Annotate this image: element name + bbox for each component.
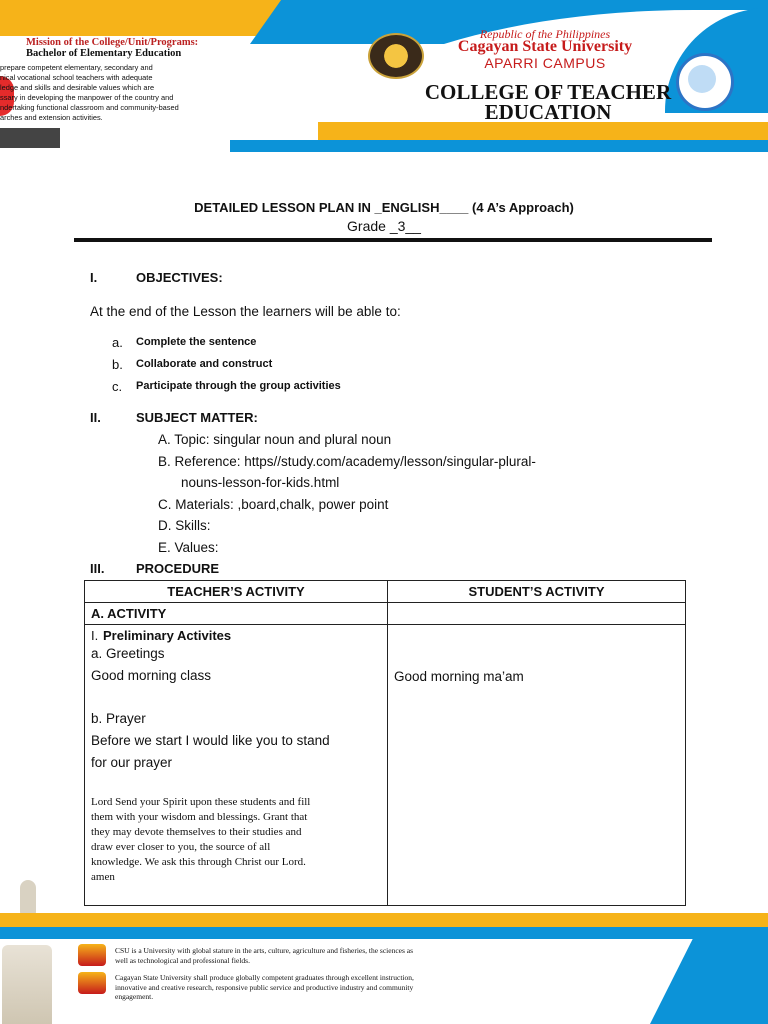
student-activity-cell: [388, 625, 686, 906]
footer-vision-line: well as technological and professional fields.: [115, 955, 250, 965]
footer-yellow-band: [0, 913, 768, 927]
subject-matter-heading: SUBJECT MATTER:: [136, 410, 258, 425]
college-title-line2: EDUCATION: [484, 100, 612, 124]
subject-matter-number: II.: [90, 410, 101, 425]
mission-text: [0, 63, 224, 123]
teacher-activity-cell: [85, 625, 388, 906]
prayer-text: [91, 795, 310, 885]
university-name: Cagayan State University: [457, 38, 633, 55]
objective-letter: c.: [112, 379, 123, 394]
subject-skills: D. Skills:: [158, 518, 211, 533]
prayer-line: them with your wisdom and blessings. Grant that: [91, 811, 308, 823]
greet-student: Good morning ma’am: [394, 669, 524, 684]
footer-mission-line: engagement.: [115, 992, 154, 1001]
prayer-instruction-1: Before we start I would like you to stand: [91, 733, 330, 748]
footer-mission: [115, 973, 515, 1002]
program-name: Bachelor of Elementary Education: [26, 48, 182, 59]
header-dark-block: [0, 128, 60, 148]
subject-reference: B. Reference: https//study.com/academy/lesson/singular-plural-: [158, 454, 536, 469]
campus-seal-icon: [368, 33, 424, 79]
mission-line: ssary in developing the manpower of the country and: [0, 93, 174, 102]
footer-blue-corner: [650, 930, 768, 1024]
mission-line: ndertaking functional classroom and community-based: [0, 103, 179, 112]
objectives-number: I.: [90, 270, 98, 285]
prayer-line: knowledge. We ask this through Christ our Lord.: [91, 856, 306, 868]
student-column-header: STUDENT’S ACTIVITY: [388, 581, 686, 603]
activity-label: A. ACTIVITY: [85, 603, 388, 625]
title-divider: [74, 238, 712, 242]
objectives-heading: OBJECTIVES:: [136, 270, 223, 285]
prayer-label: b. Prayer: [91, 711, 146, 726]
activity-student-cell: [388, 603, 686, 625]
subject-materials: C. Materials: ,board,chalk, power point: [158, 497, 389, 512]
footer-vision-line: CSU is a University with global stature in the arts, culture, agriculture and fisheries, the sciences as: [115, 946, 414, 955]
prayer-line: amen: [91, 871, 115, 883]
subject-values: E. Values:: [158, 540, 219, 555]
mission-line: arches and extension activities.: [0, 113, 103, 122]
mission-logo-icon: [78, 972, 106, 994]
mission-line: prepare competent elementary, secondary and: [0, 63, 153, 72]
statue-icon: [20, 880, 36, 914]
procedure-heading: PROCEDURE: [136, 561, 220, 576]
prelim-title: Preliminary Activites: [103, 628, 232, 643]
subject-reference-cont: nouns-lesson-for-kids.html: [181, 475, 340, 490]
greet-teacher: Good morning class: [91, 668, 212, 683]
mission-line: ledge and skills and desirable values which are: [0, 83, 155, 92]
objective-letter: a.: [112, 335, 123, 350]
header-yellow-band: [318, 122, 768, 140]
pillar-icon: [2, 945, 52, 1024]
footer-vision: [115, 946, 510, 965]
objective-item: Collaborate and construct: [136, 358, 273, 370]
grade-label: Grade _3__: [347, 218, 421, 234]
header-blue-band: [230, 140, 768, 152]
objective-item: Participate through the group activities: [136, 380, 341, 392]
subject-topic: A. Topic: singular noun and plural noun: [158, 432, 392, 447]
republic-label: Republic of the Philippines: [479, 27, 611, 41]
prayer-line: Lord Send your Spirit upon these students and fill: [91, 796, 311, 808]
prayer-line: draw ever closer to you, the source of all: [91, 841, 271, 853]
prayer-line: they may devote themselves to their studies and: [91, 826, 302, 838]
prelim-number: I.: [91, 628, 99, 643]
college-title-line1: COLLEGE OF TEACHER: [424, 80, 672, 104]
footer-mission-line: innovative and creative research, responsive public service and productive industry and community: [115, 982, 414, 992]
objective-letter: b.: [112, 357, 123, 372]
teacher-column-header: TEACHER’S ACTIVITY: [85, 581, 388, 603]
footer-mission-line: Cagayan State University shall produce globally competent graduates through excellent instruction,: [115, 973, 414, 982]
objectives-intro: At the end of the Lesson the learners will be able to:: [90, 304, 401, 319]
footer-blue-band: [0, 927, 768, 939]
procedure-number: III.: [90, 561, 105, 576]
campus-name: APARRI CAMPUS: [484, 55, 606, 71]
greetings-label: a. Greetings: [91, 646, 165, 661]
mission-line: nical vocational school teachers with adequate: [0, 73, 153, 82]
vision-logo-icon: [78, 944, 106, 966]
objective-item: Complete the sentence: [136, 336, 257, 348]
lesson-plan-title: DETAILED LESSON PLAN IN _ENGLISH____ (4 A’s Approach): [194, 200, 574, 215]
prayer-instruction-2: for our prayer: [91, 755, 173, 770]
procedure-table: [84, 580, 686, 906]
mission-title: Mission of the College/Unit/Programs:: [26, 37, 199, 48]
